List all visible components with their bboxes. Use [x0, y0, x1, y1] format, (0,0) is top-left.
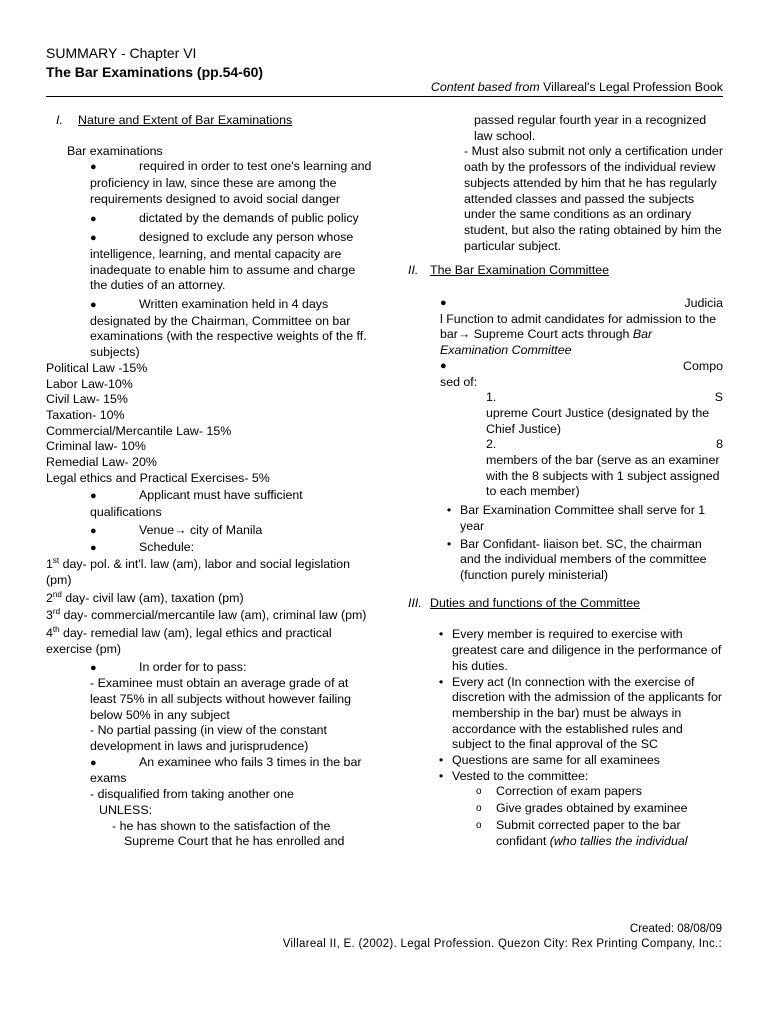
subject-item: Civil Law- 15%: [46, 392, 128, 407]
list-item: ● required in order to test one's learning and proficiency in law, since these are among the requirements designed to avoid social danger: [90, 159, 372, 206]
subject-item: Taxation- 10%: [46, 407, 125, 422]
summary-heading: SUMMARY - Chapter VI: [46, 45, 197, 61]
schedule-day: 2nd day- civil law (am), taxation (pm): [46, 589, 244, 605]
exception-note: - he has shown to the satisfaction of the: [112, 818, 331, 833]
list-item: ● Written examination held in 4 days designated by the Chairman, Committee on bar examinations (with the respective weights of the ff. subjects): [90, 297, 367, 360]
list-item: • Vested to the committee:: [438, 768, 589, 783]
list-item: ● designed to exclude any person whose intelligence, learning, and mental capacity are inadequate to enable him to assume and charge the duties of an attorney.: [90, 230, 356, 293]
right-column: [408, 113, 723, 849]
list-item: ● dictated by the demands of public policy: [90, 210, 359, 225]
subject-item: Labor Law-10%: [46, 376, 133, 391]
schedule-day: 1st day- pol. & int'l. law (am), labor and social legislation (pm): [46, 556, 351, 587]
left-column: [46, 113, 373, 850]
list-item: ● Venue→ city of Manila: [90, 522, 263, 537]
list-item: • Bar Confidant- liaison bet. SC, the chairman and the individual members of the committee (function purely ministerial): [446, 536, 707, 582]
duties-list: [408, 627, 723, 849]
subject-item: Criminal law- 10%: [46, 439, 146, 454]
list-item: ● Schedule:: [90, 539, 195, 554]
sub-list-item: o Correction of exam papers: [476, 784, 643, 799]
source-note: Content based from Villareal's Legal Profession Book: [430, 80, 723, 94]
unless-label: UNLESS:: [99, 802, 153, 817]
created-date: Created: 08/08/09: [629, 923, 722, 935]
pass-requirement: - No partial passing (in view of the constant development in laws and jurisprudence): [90, 723, 327, 754]
judicial-function: ● Judicia l Function to admit candidates for admission to the bar→ Supreme Court acts through Bar Examination Committee: [440, 296, 723, 358]
schedule-day: 3rd day- commercial/mercantile law (am), criminal law (pm): [46, 607, 367, 623]
list-item: ● Applicant must have sufficient qualifications: [90, 488, 303, 520]
pass-requirement: - Examinee must obtain an average grade of at least 75% in all subjects without however failing below 50% in any subject: [90, 676, 352, 722]
disqualification-note: - disqualified from taking another one: [90, 787, 294, 802]
subject-weights: [46, 361, 373, 487]
subject-item: Political Law -15%: [46, 360, 148, 375]
composition-item: 1. S upreme Court Justice (designated by the Chief Justice): [486, 390, 723, 436]
list-item: • Bar Examination Committee shall serve for 1 year: [446, 503, 706, 533]
list-item: ● An examinee who fails 3 times in the bar exams: [90, 754, 362, 786]
certification-note: - Must also submit not only a certification under oath by the professors of the individual review subjects attended by him that he has regularly attended classes and passed the subjects under the same conditions as an ordinary student, but also the rating obtained by him the particular subject.: [464, 144, 723, 253]
list-item: • Every act (In connection with the exercise of discretion with the admission of the applicants for membership in the bar) must be always in accordance with the established rules and subject to the final approval of the SC: [438, 674, 722, 752]
continued-text: passed regular fourth year in a recognized law school.: [474, 113, 707, 143]
composition-item: 2. 8 members of the bar (serve as an examiner with the 8 subjects with 1 subject assigned to each member): [486, 437, 723, 499]
schedule-day: 4th day- remedial law (am), legal ethics and practical exercise (pm): [46, 624, 332, 656]
list-item: ● In order for to pass:: [90, 659, 247, 674]
subject-item: Legal ethics and Practical Exercises- 5%: [46, 470, 270, 485]
bar-exams-label: Bar examinations: [67, 143, 163, 158]
section-1-heading: I. Nature and Extent of Bar Examinations: [56, 113, 293, 127]
list-item: • Every member is required to exercise with greatest care and diligence in the performance of his duties.: [438, 627, 722, 673]
composition: ● Compo sed of:: [440, 358, 723, 389]
section-2-heading: II. The Bar Examination Committee: [408, 263, 610, 278]
list-item: • Questions are same for all examinees: [438, 753, 660, 768]
section-3-heading: III. Duties and functions of the Committee: [408, 595, 641, 610]
citation: Villareal II, E. (2002). Legal Profession. Quezon City: Rex Printing Company, Inc.:: [282, 938, 722, 950]
sub-list-item: o Submit corrected paper to the bar confidant (who tallies the individual: [476, 817, 688, 848]
document-title: The Bar Examinations (pp.54-60): [46, 64, 264, 80]
subject-item: Remedial Law- 20%: [46, 455, 157, 470]
header-rule: [46, 96, 723, 97]
sub-list-item: o Give grades obtained by examinee: [476, 801, 688, 816]
exception-note: Supreme Court that he has enrolled and: [124, 834, 345, 849]
subject-item: Commercial/Mercantile Law- 15%: [46, 423, 232, 438]
